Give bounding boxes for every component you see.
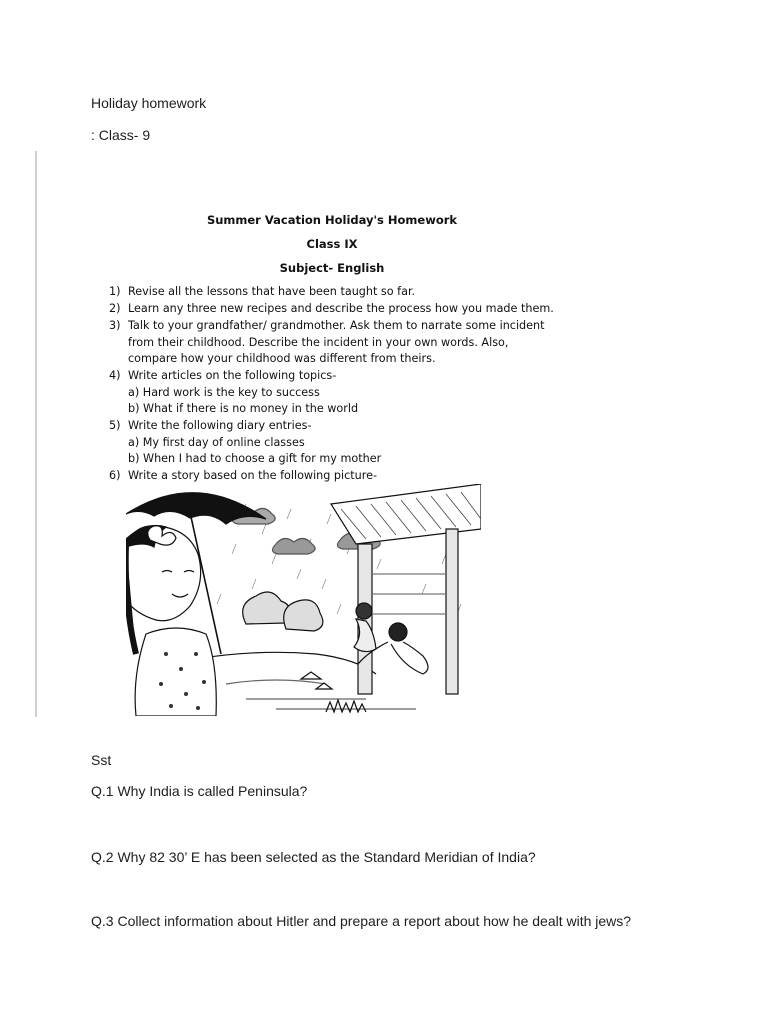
item-text: a) My first day of online classes (128, 436, 305, 449)
scan-class: Class IX (306, 237, 358, 251)
item-text: b) What if there is no money in the world (128, 402, 359, 415)
item-text: Learn any three new recipes and describe the process how you made them. (128, 302, 554, 315)
item-text: a) Hard work is the key to success (128, 386, 320, 399)
class-line: : Class- 9 (91, 127, 151, 143)
story-picture (126, 484, 481, 716)
item-number: 5) (109, 419, 121, 432)
homework-scan-image (35, 151, 620, 717)
question-3: Q.3 Collect information about Hitler and prepare a report about how he dealt with jews? (91, 913, 632, 929)
item-text: Revise all the lessons that have been taught so far. (128, 285, 416, 298)
question-1: Q.1 Why India is called Peninsula? (91, 783, 308, 799)
item-text: from their childhood. Describe the incident in your own words. Also, (128, 336, 509, 349)
scan-subject: Subject- English (279, 261, 385, 275)
item-text: Write a story based on the following picture- (128, 469, 378, 482)
item-number: 3) (109, 319, 121, 332)
document-title: Holiday homework (91, 95, 207, 111)
item-text: compare how your childhood was different from theirs. (128, 352, 436, 365)
section-heading-sst: Sst (91, 752, 112, 768)
item-number: 4) (109, 369, 121, 382)
question-2: Q.2 Why 82 30’ E has been selected as the Standard Meridian of India? (91, 849, 536, 865)
item-number: 6) (109, 469, 121, 482)
scan-title: Summer Vacation Holiday's Homework (206, 213, 458, 227)
item-text: Write the following diary entries- (128, 419, 312, 432)
item-number: 1) (109, 285, 121, 298)
item-text: Write articles on the following topics- (128, 369, 337, 382)
item-text: Talk to your grandfather/ grandmother. Ask them to narrate some incident (128, 319, 545, 332)
item-text: b) When I had to choose a gift for my mother (128, 452, 382, 465)
item-number: 2) (109, 302, 121, 315)
